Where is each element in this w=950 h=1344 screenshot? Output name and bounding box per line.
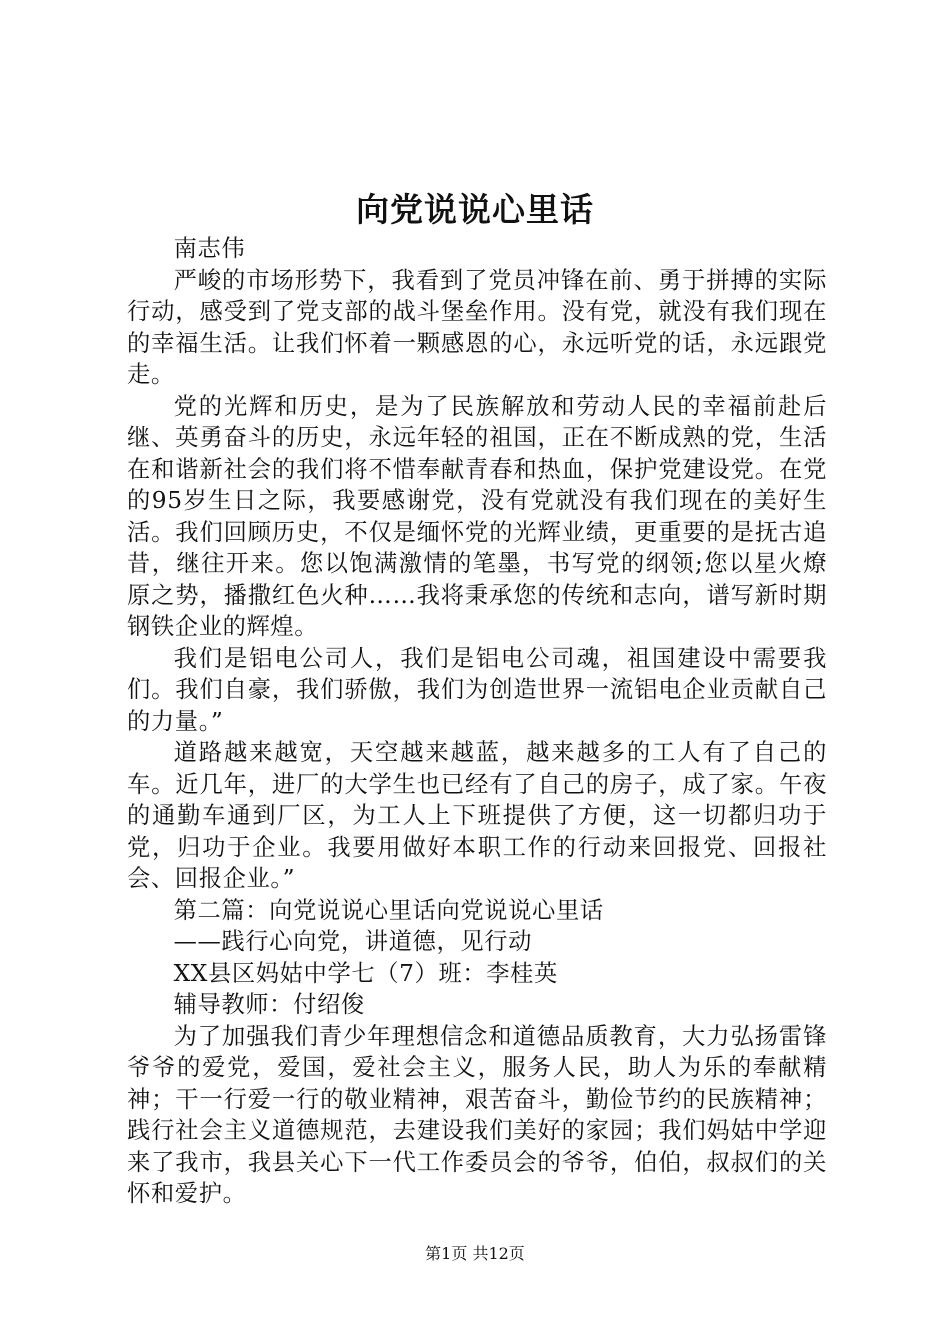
paragraph: 严峻的市场形势下，我看到了党员冲锋在前、勇于拼搏的实际行动，感受到了党支部的战斗堡垒作用。没有党，就没有我们现在的幸福生活。让我们怀着一颗感恩的心，永远听党的话，永远跟党走。	[127, 266, 827, 388]
teacher-line: 辅导教师：付绍俊	[173, 991, 365, 1018]
paragraph: 为了加强我们青少年理想信念和道德品质教育，大力弘扬雷锋爷爷的爱党，爱国，爱社会主义，服务人民，助人为乐的奉献精神；干一行爱一行的敬业精神，艰苦奋斗，勤俭节约的民族精神；践行社会主义道德规范，去建设我们美好的家园；我们妈姑中学迎来了我市，我县关心下一代工作委员会的爷爷，伯伯，叔叔们的关怀和爱护。	[127, 1022, 827, 1207]
section-subtitle: ——践行心向党，讲道德，见行动	[173, 928, 533, 955]
paragraph: 我们是铝电公司人，我们是铝电公司魂，祖国建设中需要我们。我们自豪，我们骄傲，我们为创造世界一流铝电企业贡献自己的力量。”	[127, 644, 827, 735]
document-body	[127, 233, 827, 1210]
document-title: 向党说说心里话	[356, 190, 594, 229]
paragraph: 道路越来越宽，天空越来越蓝，越来越多的工人有了自己的车。近几年，进厂的大学生也已经有了自己的房子，成了家。午夜的通勤车通到厂区，为工人上下班提供了方便，这一切都归功于党，归功于企业。我要用做好本职工作的行动来回报党、回报社会、回报企业。”	[127, 739, 827, 892]
page-footer: 第1页 共12页	[425, 1244, 525, 1263]
section-heading: 第二篇：向党说说心里话向党说说心里话	[173, 896, 604, 924]
author-line: 南志伟	[173, 235, 246, 262]
student-line: XX县区妈姑中学七（7）班：李桂英	[173, 959, 558, 987]
paragraph: 党的光辉和历史，是为了民族解放和劳动人民的幸福前赴后继、英勇奋斗的历史，永远年轻的祖国，正在不断成熟的党，生活在和谐新社会的我们将不惜奉献青春和热血，保护党建设党。在党的95岁生日之际，我要感谢党，没有党就没有我们现在的美好生活。我们回顾历史，不仅是缅怀党的光辉业绩，更重要的是抚古追昔，继往开来。您以饱满激情的笔墨，书写党的纲领;您以星火燎原之势，播撒红色火种……我将秉承您的传统和志向，谱写新时期钢铁企业的辉煌。	[127, 392, 827, 640]
